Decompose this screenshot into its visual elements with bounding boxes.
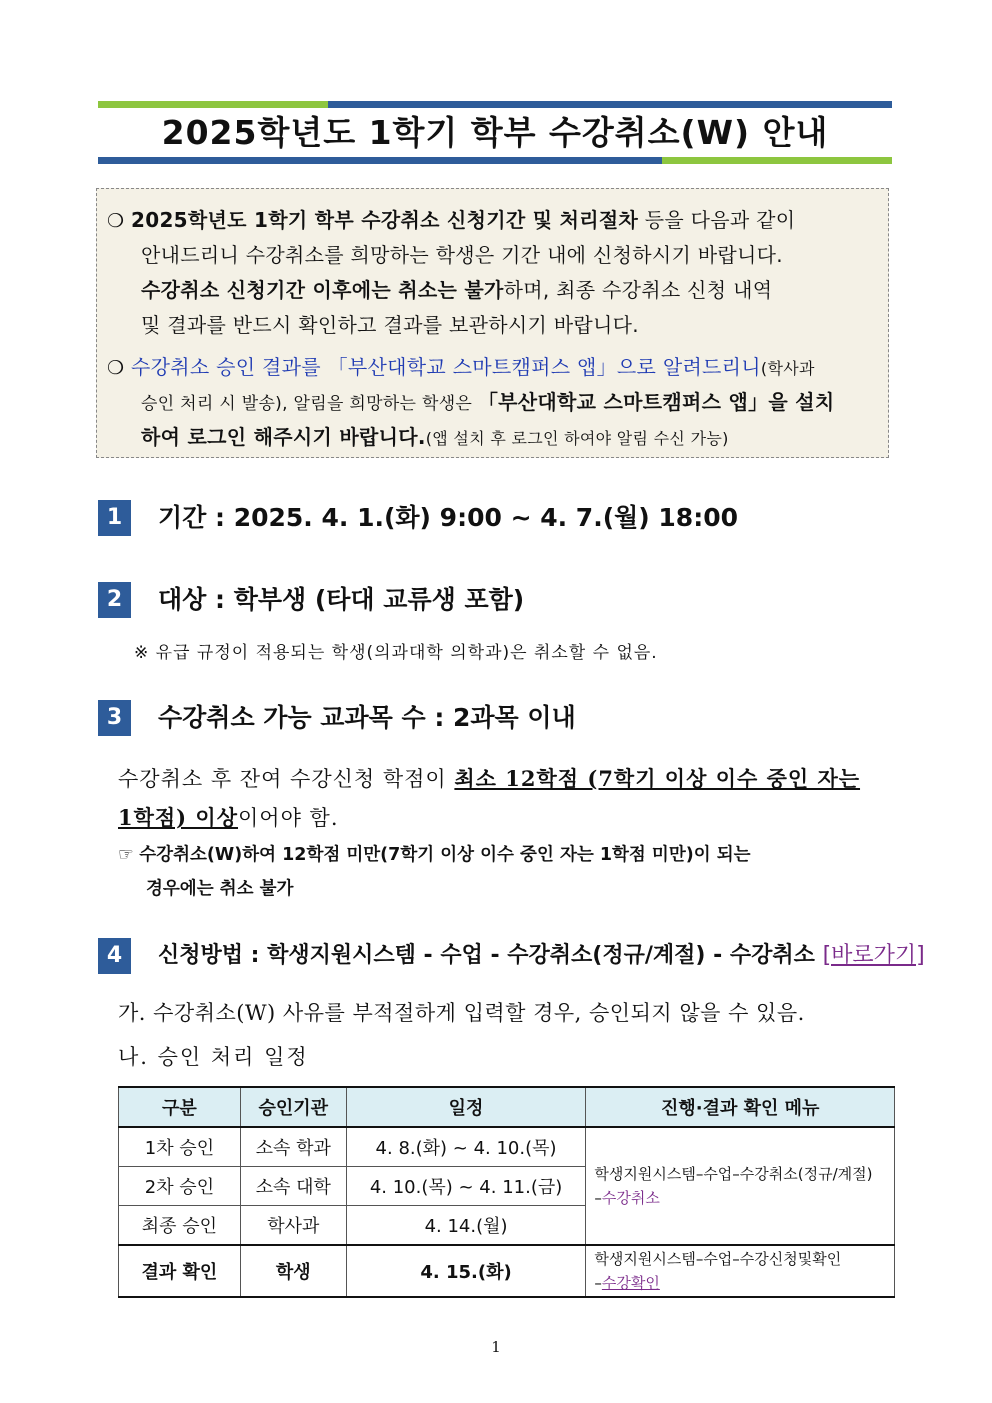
table-cell: 4. 14.(월) — [346, 1206, 586, 1246]
section-2-note: ※ 유급 규정이 적용되는 학생(의과대학 의학과)은 취소할 수 없음. — [134, 643, 658, 663]
notice-para-2-line-3: 하여 로그인 해주시기 바랍니다.(앱 설치 후 로그인 하여야 알림 수신 가능) — [141, 425, 729, 449]
table-header: 진행·결과 확인 메뉴 — [586, 1087, 895, 1127]
table-header: 구분 — [119, 1087, 241, 1127]
table-cell: 소속 학과 — [240, 1127, 346, 1167]
title-bottom-bar — [98, 157, 892, 164]
shortcut-link[interactable]: [바로가기] — [822, 943, 925, 968]
course-confirm-link[interactable]: 수강확인 — [601, 1274, 660, 1292]
section-4-item-b: 나. 승인 처리 일정 — [118, 1045, 309, 1069]
course-cancel-link[interactable]: 수강취소 — [601, 1189, 660, 1207]
section-3-tip-line-1: ☞ 수강취소(W)하여 12학점 미만(7학기 이상 이수 중인 자는 1학점 미만)이 되는 — [118, 845, 751, 865]
menu-cell-cancel: 학생지원시스템–수업–수강취소(정규/계절) –수강취소 — [586, 1127, 895, 1245]
table-cell: 최종 승인 — [119, 1206, 241, 1246]
section-4-number: 4 — [98, 938, 131, 974]
section-3-line-1: 수강취소 후 잔여 수강신청 학점이 최소 12학점 (7학기 이상 이수 중인 자는 — [118, 766, 861, 791]
section-3-tip-line-2: 경우에는 취소 불가 — [146, 879, 294, 899]
notice-para-2-line-2: 승인 처리 시 발송), 알림을 희망하는 학생은 「부산대학교 스마트캠퍼스 앱」을 설치 — [141, 390, 835, 414]
section-4-title: 신청방법 : 학생지원시스템 - 수업 - 수강취소(정규/계절) - 수강취소 [바로가기] — [158, 943, 925, 968]
notice-para-2-line-1: ❍ 수강취소 승인 결과를 「부산대학교 스마트캠퍼스 앱」으로 알려드리니(학사과 — [107, 355, 815, 379]
table-header: 일정 — [346, 1087, 586, 1127]
notice-box — [96, 188, 889, 458]
table-cell: 결과 확인 — [119, 1245, 241, 1297]
notice-para-1-line-1: ❍ 2025학년도 1학기 학부 수강취소 신청기간 및 처리절차 등을 다음과 같이 — [107, 208, 796, 232]
page-number: 1 — [491, 1338, 501, 1356]
section-3-title: 수강취소 가능 교과목 수 : 2과목 이내 — [158, 703, 576, 732]
pointing-hand-icon: ☞ — [118, 845, 134, 865]
table-cell: 학사과 — [240, 1206, 346, 1246]
approval-schedule-table — [118, 1086, 895, 1298]
table-row — [119, 1127, 895, 1167]
table-cell: 4. 10.(목) ~ 4. 11.(금) — [346, 1167, 586, 1206]
bullet-circle-icon: ❍ — [107, 357, 125, 379]
section-2-number: 2 — [98, 582, 131, 618]
notice-para-1-line-4: 및 결과를 반드시 확인하고 결과를 보관하시기 바랍니다. — [141, 313, 639, 337]
notice-para-1-line-2: 안내드리니 수강취소를 희망하는 학생은 기간 내에 신청하시기 바랍니다. — [141, 243, 783, 267]
section-3-number: 3 — [98, 700, 131, 736]
notice-para-1-line-3: 수강취소 신청기간 이후에는 취소는 불가하며, 최종 수강취소 신청 내역 — [141, 278, 773, 302]
table-cell: 소속 대학 — [240, 1167, 346, 1206]
table-row-result — [119, 1245, 895, 1297]
section-2-title: 대상 : 학부생 (타대 교류생 포함) — [158, 585, 525, 614]
menu-cell-confirm: 학생지원시스템–수업–수강신청및확인 –수강확인 — [586, 1245, 895, 1297]
table-header: 승인기관 — [240, 1087, 346, 1127]
section-1-number: 1 — [98, 500, 131, 536]
section-1-title: 기간 : 2025. 4. 1.(화) 9:00 ~ 4. 7.(월) 18:00 — [158, 503, 738, 532]
table-cell: 학생 — [240, 1245, 346, 1297]
page-title: 2025학년도 1학기 학부 수강취소(W) 안내 — [161, 113, 829, 152]
bullet-circle-icon: ❍ — [107, 210, 125, 232]
table-cell: 4. 8.(화) ~ 4. 10.(목) — [346, 1127, 586, 1167]
table-header-row — [119, 1087, 895, 1127]
table-cell: 1차 승인 — [119, 1127, 241, 1167]
table-cell: 2차 승인 — [119, 1167, 241, 1206]
section-4-item-a: 가. 수강취소(W) 사유를 부적절하게 입력할 경우, 승인되지 않을 수 있음. — [118, 1001, 805, 1025]
table-cell: 4. 15.(화) — [346, 1245, 586, 1297]
title-top-bar — [98, 101, 892, 108]
section-3-line-2: 1학점) 이상이어야 함. — [118, 805, 339, 830]
